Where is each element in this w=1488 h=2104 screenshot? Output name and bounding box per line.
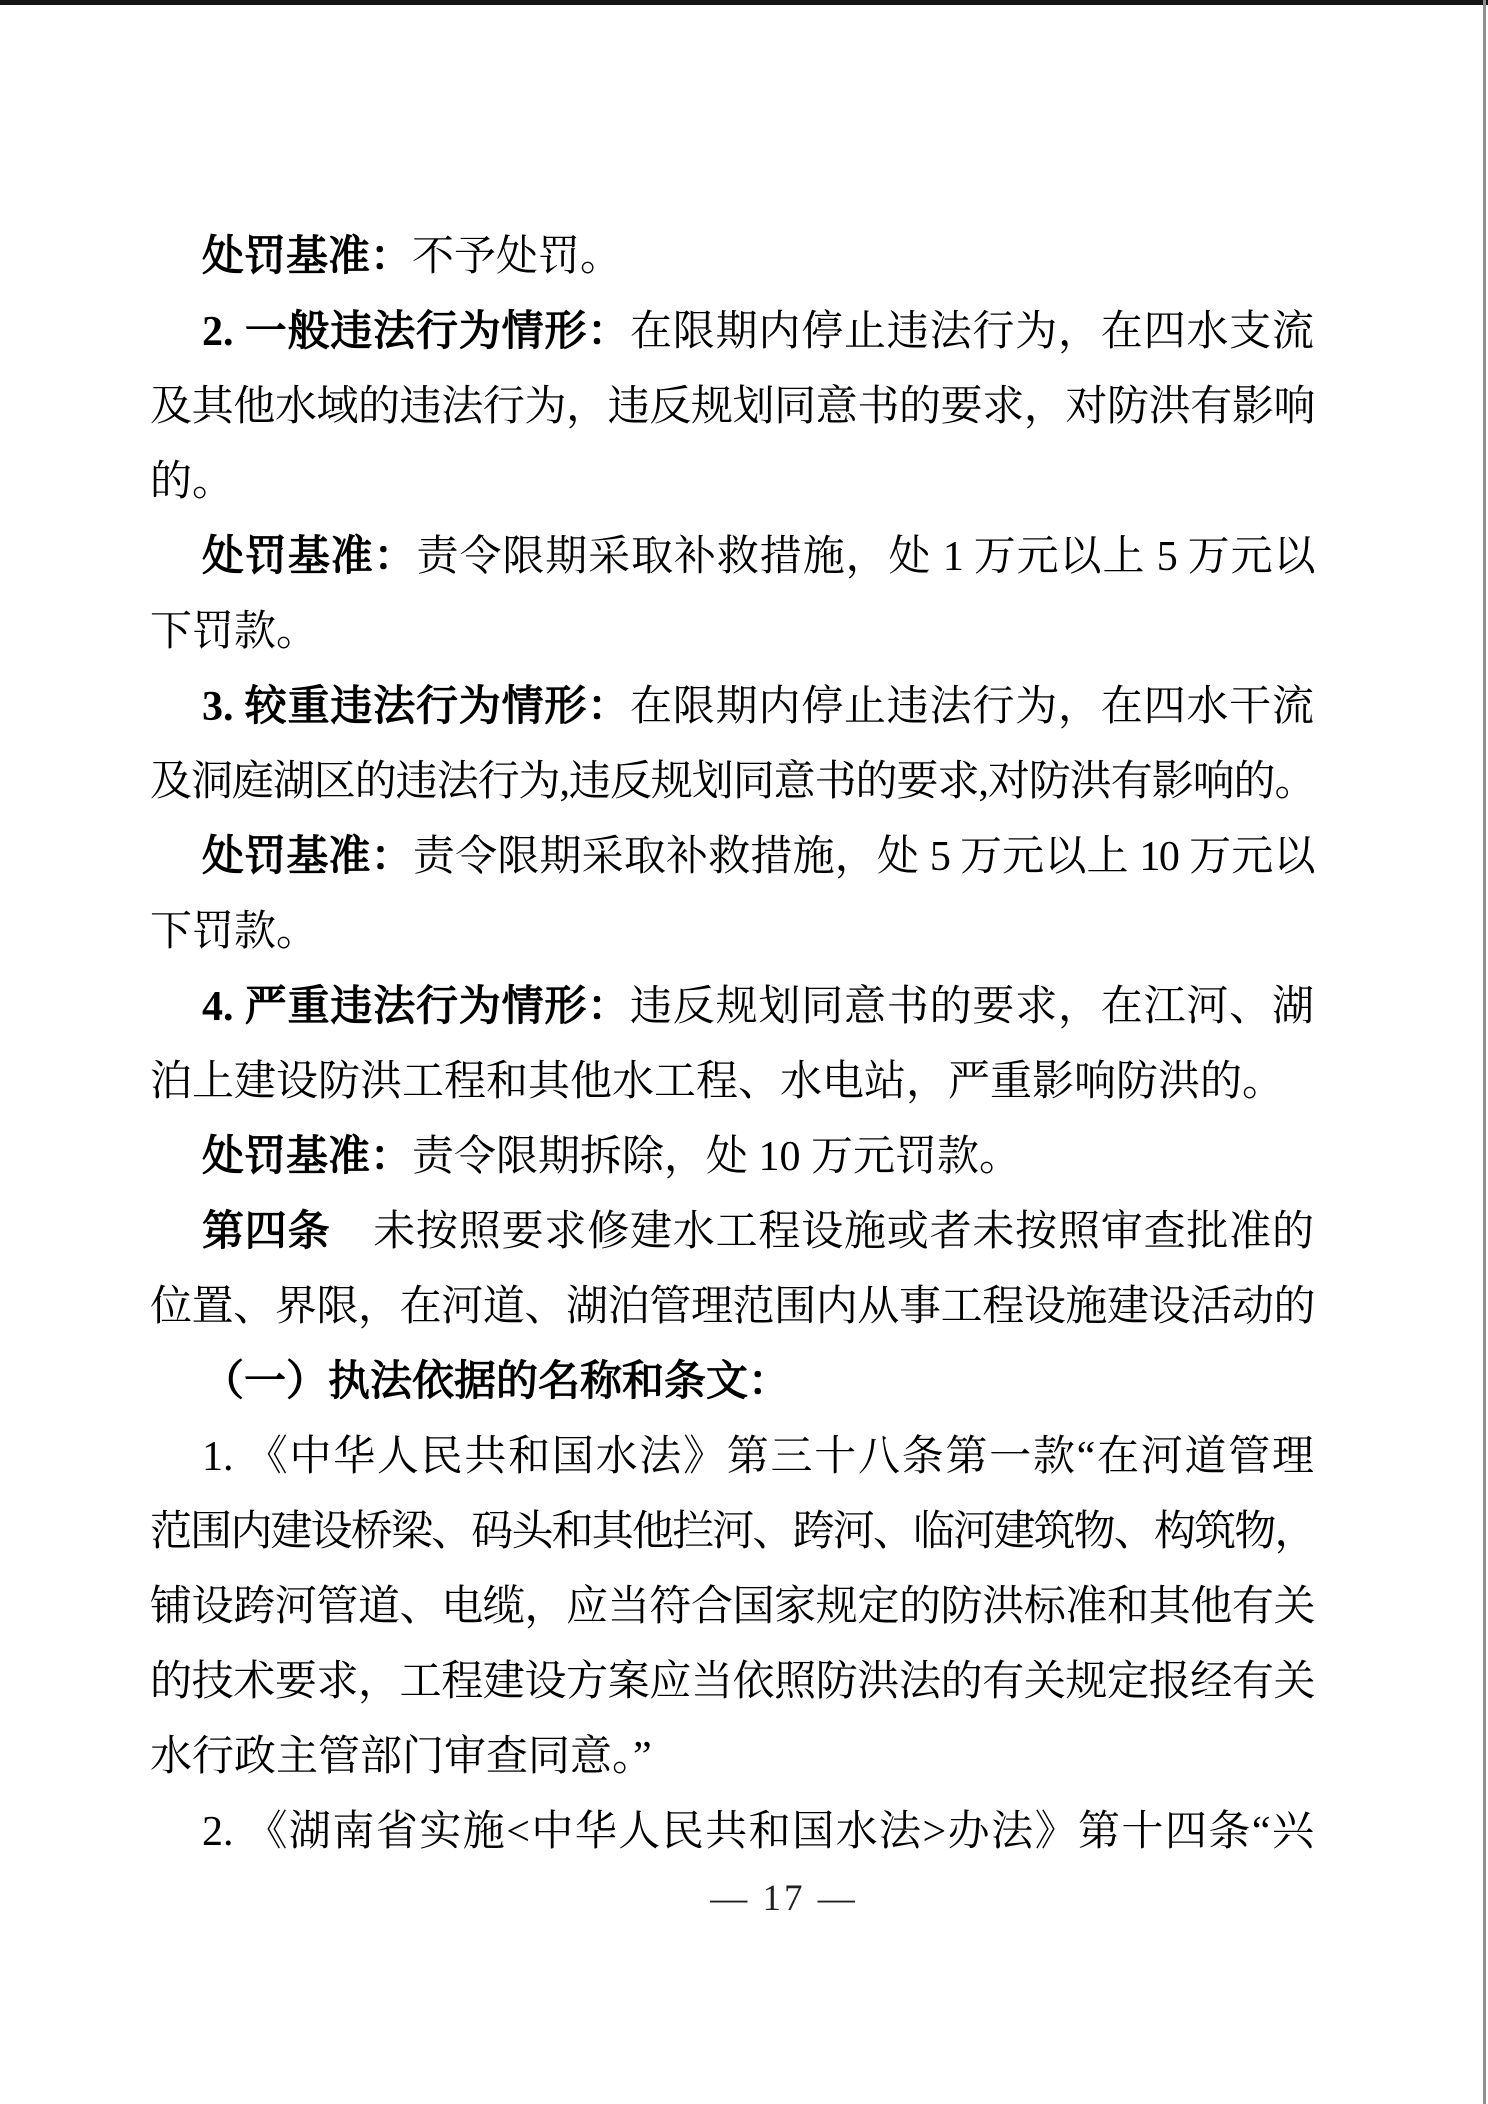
- text-segment: 责令限期采取补救措施，处 5 万元以上 10 万元以: [412, 834, 1314, 880]
- text-line: [150, 745, 1314, 820]
- text-line: [150, 295, 1314, 370]
- text-segment: 2. 《湖南省实施<中华人民共和国水法>办法》第十四条“兴: [202, 1809, 1314, 1855]
- text-segment: 水行政主管部门审查同意。”: [150, 1734, 652, 1780]
- text-line: [150, 520, 1314, 595]
- text-line: [150, 1420, 1314, 1495]
- page-top-border: [0, 0, 1488, 5]
- bold-text-segment: 第四条: [202, 1209, 331, 1255]
- text-line: [150, 820, 1314, 895]
- text-line: [150, 1345, 1314, 1420]
- text-segment: 在限期内停止违法行为，在四水干流: [630, 684, 1314, 730]
- text-segment: 违反规划同意书的要求，在江河、湖: [630, 984, 1314, 1030]
- text-line: [150, 970, 1314, 1045]
- text-segment: 泊上建设防洪工程和其他水工程、水电站，严重影响防洪的。: [150, 1059, 1285, 1105]
- text-line: [150, 1495, 1314, 1570]
- text-line: [150, 370, 1314, 445]
- text-segment: 及洞庭湖区的违法行为,违反规划同意书的要求,对防洪有影响的。: [150, 759, 1314, 805]
- text-line: [150, 595, 1314, 670]
- page-right-border: [1483, 0, 1486, 2104]
- text-segment: 不予处罚。: [412, 234, 623, 280]
- text-segment: 及其他水域的违法行为，违反规划同意书的要求，对防洪有影响: [150, 384, 1314, 430]
- text-line: [150, 1570, 1314, 1645]
- bold-text-segment: 处罚基准：: [202, 1134, 413, 1180]
- text-segment: 铺设跨河管道、电缆，应当符合国家规定的防洪标准和其他有关: [150, 1584, 1314, 1630]
- text-line: [150, 445, 1314, 520]
- text-line: [150, 1045, 1314, 1120]
- bold-text-segment: 处罚基准：: [202, 534, 417, 580]
- document-body-text: [150, 220, 1314, 1870]
- text-segment: 下罚款。: [150, 909, 319, 955]
- bold-text-segment: 处罚基准：: [202, 234, 413, 280]
- text-line: [150, 1720, 1314, 1795]
- bold-text-segment: 2. 一般违法行为情形：: [202, 309, 630, 355]
- text-line: [150, 1270, 1314, 1345]
- bold-text-segment: 处罚基准：: [202, 834, 413, 880]
- bold-text-segment: （一）执法依据的名称和条文：: [202, 1359, 791, 1405]
- text-line: [150, 1195, 1314, 1270]
- text-segment: 下罚款。: [150, 609, 319, 655]
- text-line: [150, 895, 1314, 970]
- text-segment: 责令限期拆除，处 10 万元罚款。: [412, 1134, 1022, 1180]
- text-line: [150, 1795, 1314, 1870]
- text-line: [150, 670, 1314, 745]
- text-segment: 范围内建设桥梁、码头和其他拦河、跨河、临河建筑物、构筑物，: [150, 1509, 1314, 1555]
- page-number: — 17 —: [710, 1878, 858, 1919]
- text-line: [150, 220, 1314, 295]
- bold-text-segment: 3. 较重违法行为情形：: [202, 684, 630, 730]
- text-segment: 的。: [150, 459, 235, 505]
- text-line: [150, 1645, 1314, 1720]
- bold-text-segment: 4. 严重违法行为情形：: [202, 984, 630, 1030]
- text-segment: 位置、界限，在河道、湖泊管理范围内从事工程设施建设活动的: [150, 1284, 1314, 1330]
- text-segment: 1. 《中华人民共和国水法》第三十八条第一款“在河道管理: [202, 1434, 1314, 1480]
- text-line: [150, 1120, 1314, 1195]
- text-segment: 责令限期采取补救措施，处 1 万元以上 5 万元以: [416, 534, 1314, 580]
- text-segment: 未按照要求修建水工程设施或者未按照审查批准的: [330, 1209, 1314, 1255]
- text-segment: 在限期内停止违法行为，在四水支流: [630, 309, 1314, 355]
- text-segment: 的技术要求，工程建设方案应当依照防洪法的有关规定报经有关: [150, 1659, 1314, 1705]
